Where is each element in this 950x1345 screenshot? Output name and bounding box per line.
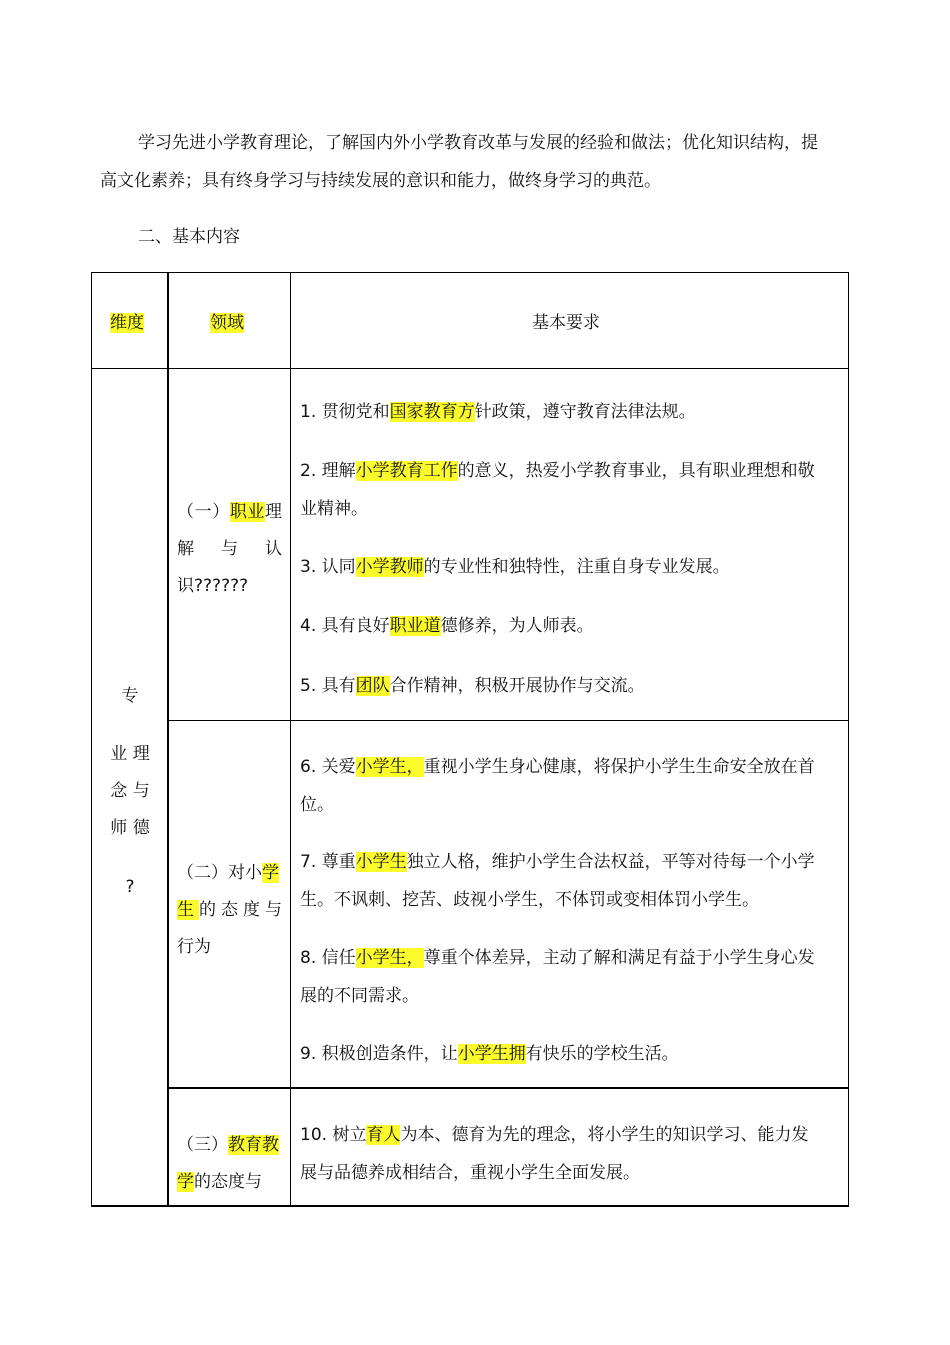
table-border-right	[848, 272, 849, 1207]
dimension-line-5: ?	[125, 877, 135, 897]
header-divider	[91, 368, 849, 369]
domain-1	[177, 494, 282, 605]
table-border-left	[91, 272, 92, 1207]
domain-2-line-1: （二）对小学	[177, 863, 279, 883]
row-divider-1	[169, 720, 849, 721]
requirement-3: 3. 认同小学教师的专业性和独特性，注重自身专业发展。	[300, 557, 730, 577]
intro-paragraph: 学习先进小学教育理论，了解国内外小学教育改革与发展的经验和做法；优化知识结构，提高文化素养；具有终身学习与持续发展的意识和能力，做终身学习的典范。	[100, 133, 818, 191]
header-dimension: 维度	[110, 313, 144, 333]
row-divider-2	[169, 1087, 849, 1089]
domain-3-line-1: （三）教育教	[177, 1135, 279, 1155]
requirement-1: 1. 贯彻党和国家教育方针政策，遵守教育法律法规。	[300, 402, 696, 422]
domain-2-line-2: 生的态度与	[177, 900, 282, 920]
domain-3	[177, 1127, 282, 1201]
requirement-4: 4. 具有良好职业道德修养，为人师表。	[300, 616, 594, 636]
requirement-8: 8. 信任小学生，尊重个体差异，主动了解和满足有益于小学生身心发展的不同需求。	[300, 948, 815, 1006]
requirement-5: 5. 具有团队合作精神，积极开展协作与交流。	[300, 676, 645, 696]
dimension-line-3: 念 与	[110, 781, 150, 801]
table-border-top	[91, 272, 849, 273]
requirement-9: 9. 积极创造条件，让小学生拥有快乐的学校生活。	[300, 1044, 679, 1064]
domain-2-line-3: 行为	[177, 937, 211, 957]
header-requirements: 基本要求	[532, 313, 600, 333]
section-title: 二、基本内容	[138, 227, 240, 247]
requirement-10: 10. 树立育人为本、德育为先的理念，将小学生的知识学习、能力发展与品德养成相结合，重视小学生全面发展。	[300, 1125, 809, 1183]
domain-2	[177, 855, 282, 966]
dimension-line-2: 业 理	[110, 744, 150, 764]
domain-3-line-2: 学的态度与	[177, 1172, 262, 1192]
requirement-7: 7. 尊重小学生独立人格，维护小学生合法权益，平等对待每一个小学生。不讽刺、挖苦、歧视小学生，不体罚或变相体罚小学生。	[300, 852, 815, 910]
dimension-line-4: 师 德	[110, 818, 150, 838]
domain-1-line-2: 解 与 认	[177, 539, 282, 559]
domain-1-line-3: 识??????	[177, 576, 249, 596]
domain-1-line-1: （一）职业理	[177, 502, 283, 522]
header-domain: 领域	[210, 313, 244, 333]
table-border-bottom	[91, 1205, 849, 1207]
requirement-6: 6. 关爱小学生，重视小学生身心健康，将保护小学生生命安全放在首位。	[300, 757, 815, 815]
column-divider-1	[167, 272, 169, 1207]
requirement-2: 2. 理解小学教育工作的意义，热爱小学教育事业，具有职业理想和敬业精神。	[300, 461, 815, 519]
column-divider-2	[290, 272, 291, 1207]
dimension-line-1: 专	[121, 686, 139, 706]
